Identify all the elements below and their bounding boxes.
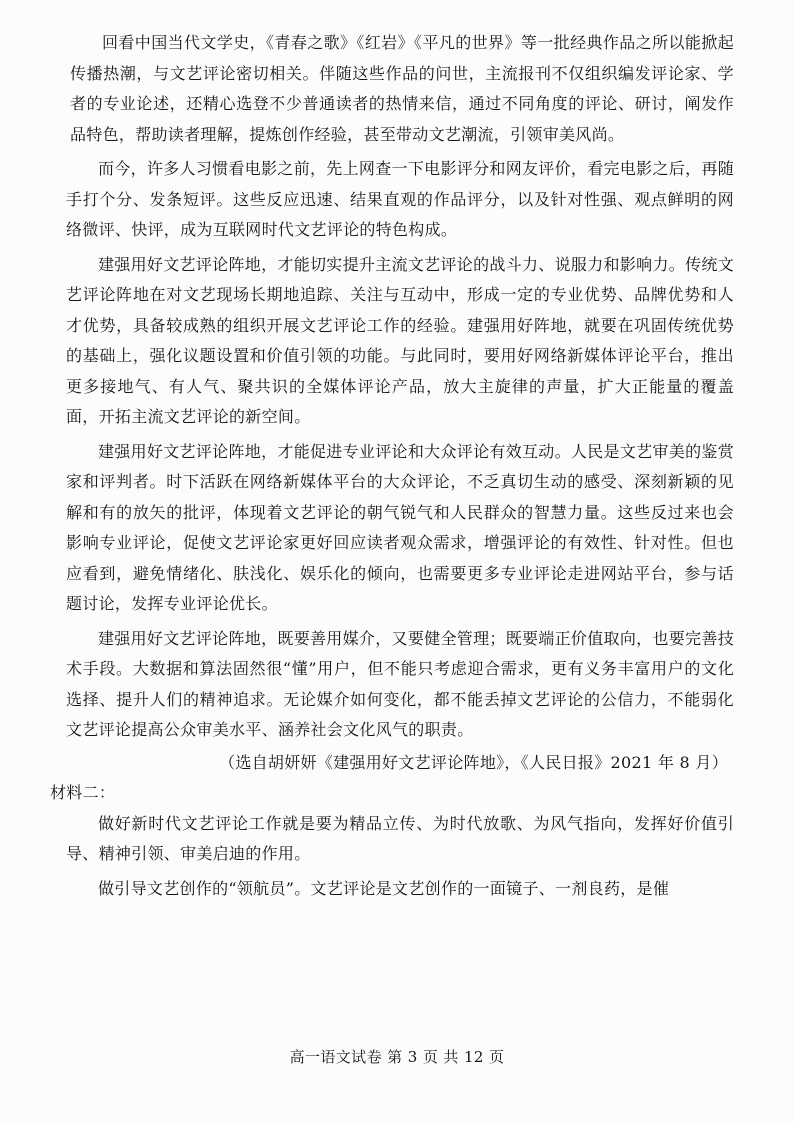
paragraph-2: 而今，许多人习惯看电影之前，先上网查一下电影评分和网友评价，看完电影之后，再随手打个分、发条短评。这些反应迅速、结果直观的作品评分，以及针对性强、观点鲜明的网络微评、快评，成为互联网时代文艺评论的特色构成。 <box>66 159 734 239</box>
source-citation: （选自胡妍妍《建强用好文艺评论阵地》，《人民日报》2021 年 8 月） <box>219 752 728 772</box>
section-heading: 材料二： <box>50 783 116 802</box>
paragraph-7: 做引导文艺创作的“领航员”。文艺评论是文艺创作的一面镜子、一剂良药，是催 <box>98 878 670 898</box>
paragraph-5: 建强用好文艺评论阵地，既要善用媒介，又要健全管理；既要端正价值取向，也要完善技术手段。大数据和算法固然很“懂”用户，但不能只考虑迎合需求，更有义务丰富用户的文化选择、提升人们的精神追求。无论媒介如何变化，都不能丢掉文艺评论的公信力，不能弱化文艺评论提高公众审美水平、涵养社会文化风气的职责。 <box>66 628 734 739</box>
paragraph-4: 建强用好文艺评论阵地，才能促进专业评论和大众评论有效互动。人民是文艺审美的鉴赏家和评判者。时下活跃在网络新媒体平台的大众评论，不乏真切生动的感受、深刻新颖的见解和有的放矢的批评，体现着文艺评论的朝气锐气和人民群众的智慧力量。这些反过来也会影响专业评论，促使文艺评论家更好回应读者观众需求，增强评论的有效性、针对性。但也应看到，避免情绪化、肤浅化、娱乐化的倾向，也需要更多专业评论走进网站平台，参与话题讨论，发挥专业评论优长。 <box>66 441 734 613</box>
paragraph-6: 做好新时代文艺评论工作就是要为精品立传、为时代放歌、为风气指向，发挥好价值引导、精神引领、审美启迪的作用。 <box>66 813 734 863</box>
page-content <box>50 28 734 904</box>
page-footer: 高一语文试卷 第 3 页 共 12 页 <box>289 1048 505 1066</box>
paragraph-3: 建强用好文艺评论阵地，才能切实提升主流文艺评论的战斗力、说服力和影响力。传统文艺评论阵地在对文艺现场长期地追踪、关注与互动中，形成一定的专业优势、品牌优势和人才优势，具备较成熟的组织开展文艺评论工作的经验。建强用好阵地，就要在巩固传统优势的基础上，强化议题设置和价值引领的功能。与此同时，要用好网络新媒体评论平台，推出更多接地气、有人气、聚共识的全媒体评论产品，放大主旋律的声量，扩大正能量的覆盖面，开拓主流文艺评论的新空间。 <box>66 254 734 426</box>
paragraph-1: 回看中国当代文学史，《青春之歌》《红岩》《平凡的世界》等一批经典作品之所以能掀起传播热潮，与文艺评论密切相关。伴随这些作品的问世，主流报刊不仅组织编发评论家、学者的专业论述，还精心选登不少普通读者的热情来信，通过不同角度的评论、研讨，阐发作品特色，帮助读者理解，提炼创作经验，甚至带动文艺潮流，引领审美风尚。 <box>70 33 734 144</box>
